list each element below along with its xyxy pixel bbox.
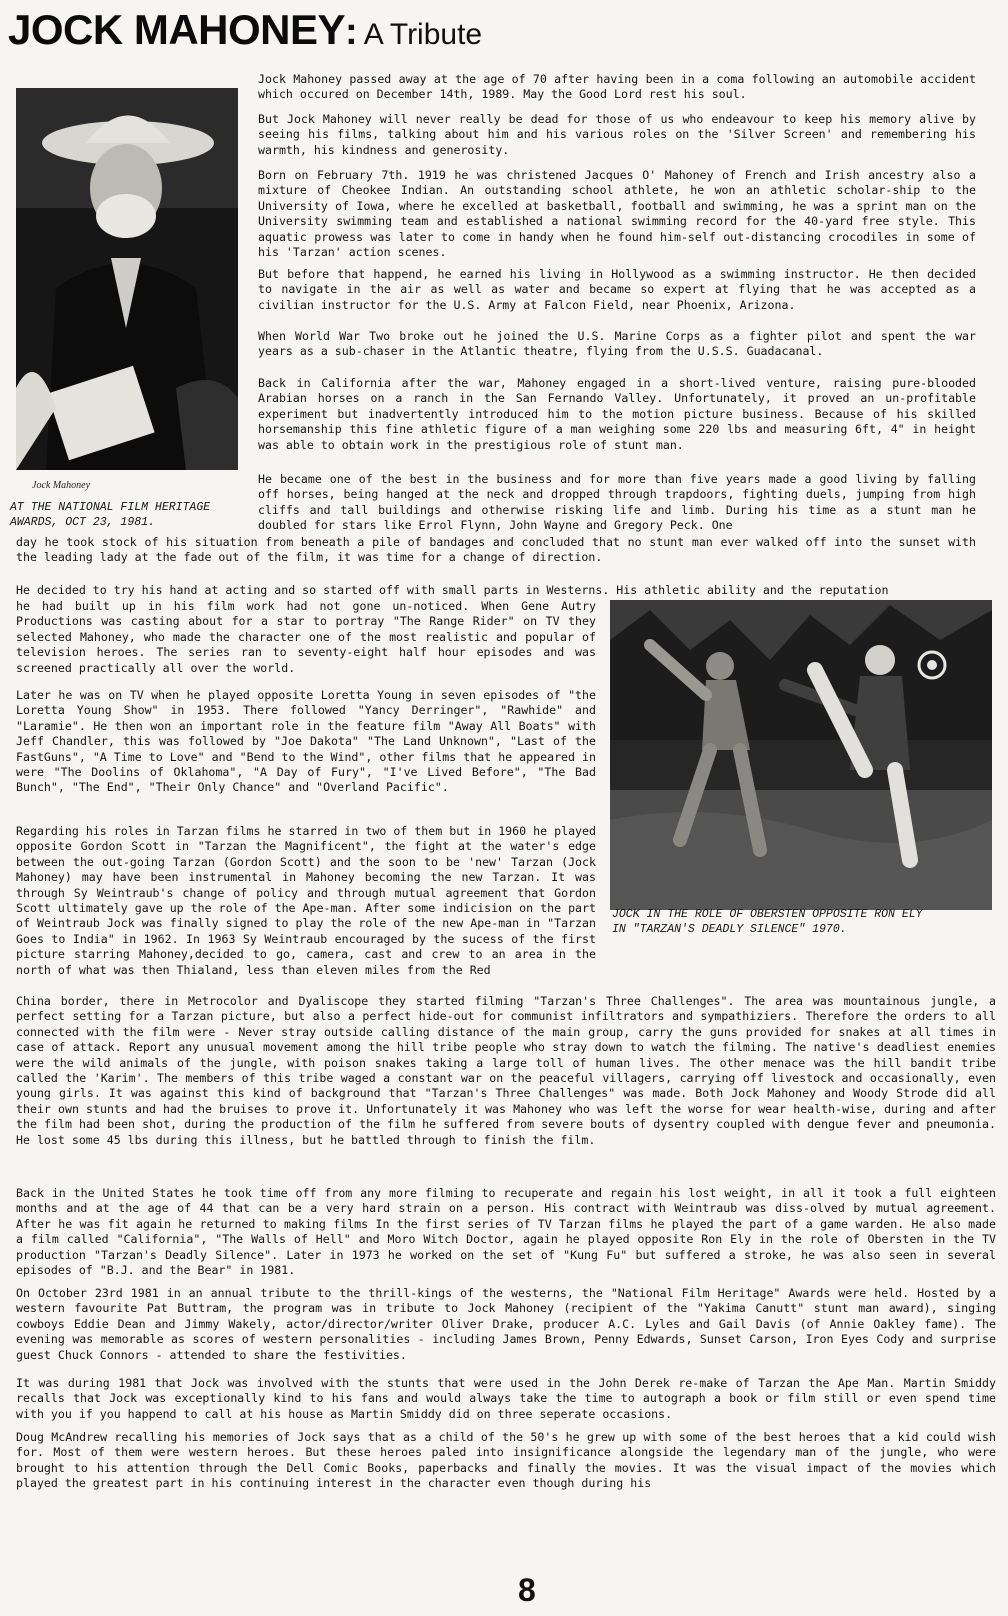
paragraph-5: When World War Two broke out he joined the U.S. Marine Corps as a fighter pilot and spent the war years as a sub-chaser in the Atlantic theatre, flying from the U.S.S. Guadacanal. (258, 329, 976, 359)
portrait-caption-line-1: AT THE NATIONAL FILM HERITAGE (10, 501, 211, 514)
title-colon: : (345, 11, 358, 53)
paragraph-8b: he had built up in his film work had not gone un-noticed. When Gene Autry Productions was casting about for a star to portray "The Range Rider" on TV they selected Mahoney, who made the character one of the most realistic and popular of television heroes. The series ran to seventy-eight half hour episodes and was screened practically all over the world. (16, 599, 596, 675)
paragraph-8a: He decided to try his hand at acting and so started off with small parts in Westerns. His athletic ability and the reputation (16, 583, 889, 597)
portrait-photo (16, 88, 238, 470)
title-sub: A Tribute (363, 18, 483, 51)
title-main: JOCK MAHONEY (8, 6, 346, 53)
page-title (8, 6, 482, 54)
fight-scene-caption (612, 907, 1002, 937)
paragraph-13: It was during 1981 that Jock was involved with the stunts that were used in the John Derek re-make of Tarzan the Ape Man. Martin Smiddy recalls that Jock was exceptionally kind to his fans and would always take the time to autograph a book or film still or even spend time with you if you happend to call at his house as Martin Smiddy did on three seperate occasions. (16, 1376, 996, 1421)
paragraph-7b: day he took stock of his situation from beneath a pile of bandages and concluded that no stunt man ever walked off into the sunset with the leading lady at the fade out of the film, it was time for a change of direction. (16, 535, 976, 565)
portrait-caption (10, 500, 245, 530)
paragraph-9: Later he was on TV when he played opposite Loretta Young in seven episodes of "the Loretta Young Show" in 1953. There followed "Yancy Derringer", "Rawhide" and "Laramie". He then won an important role in the feature film "Away All Boats" with Jeff Chandler, this was followed by "Joe Dakota" "The Land Unknown", "Last of the FastGuns", "A Time to Love" and "Bend to the Wind", other films that he appeared in were "The Doolins of Oklahoma", "A Day of Fury", "I've Lived Before", "The Bad Bunch", "The End", "Their Only Chance" and "Overland Pacific". (16, 688, 596, 795)
fight-scene-caption-line-2: IN "TARZAN'S DEADLY SILENCE" 1970. (612, 923, 847, 936)
paragraph-7a: He became one of the best in the business and for more than five years made a good living by falling off horses, being hanged at the neck and dropped through trapdoors, fighting duels, jumping from high cliffs and tall buildings and otherwise risking life and limb. During his time as a stunt man he doubled for stars like Errol Flynn, John Wayne and Gregory Peck. One (258, 472, 976, 533)
paragraph-1: Jock Mahoney passed away at the age of 70 after having been in a coma following an automobile accident which occured on December 14th, 1989. May the Good Lord rest his soul. (258, 72, 976, 102)
paragraph-3: Born on February 7th. 1919 he was christened Jacques O' Mahoney of French and Irish ancestry also a mixture of Cheokee Indian. An outstanding school athlete, he won an athletic scholar-ship to the University of Iowa, where he excelled at basketball, football and swimming, he was a sprint man on the University swimming team and established a national swimming record for the 40-yard free style. This aquatic prowess was later to come in handy when he found him-self out-distancing crocodiles in some of his 'Tarzan' action scenes. (258, 168, 976, 260)
paragraph-12: On October 23rd 1981 in an annual tribute to the thrill-kings of the westerns, the "National Film Heritage" Awards were held. Hosted by a western favourite Pat Buttram, the program was in tribute to Jock Mahoney (recipient of the "Yakima Canutt" stunt man award), singing cowboys Eddie Dean and Jimmy Wakely, actor/director/writer Oliver Drake, producer A.C. Lyles and Gail Davis (of Annie Oakley fame). The evening was memorable as scores of western personalities - including James Brown, Penny Edwards, Sunset Carson, Iron Eyes Cody and surprise guest Chuck Connors - attended to share the festivities. (16, 1286, 996, 1362)
paragraph-2: But Jock Mahoney will never really be dead for those of us who endeavour to keep his memory alive by seeing his films, talking about him and his various roles on the 'Silver Screen' and remembering his warmth, his kindness and generosity. (258, 112, 976, 157)
paragraph-10b: China border, there in Metrocolor and Dyaliscope they started filming "Tarzan's Three Challenges". The area was mountainous jungle, a perfect setting for a Tarzan picture, but also a perfect hide-out for communist infiltrators and sympathiziers. Therefore the orders to all connected with the film were - Never stray outside calling distance of the main group, carry the guns provided for snakes at all times in case of attack. Report any unusual movement among the hill tribe people who stray down to watch the filming. The native's deadliest enemies were the wild animals of the jungle, with poison snakes taking a large toll of human lives. The other menace was the hill bandit tribe called the 'Karim'. The members of this tribe waged a constant war on the peaceful villagers, carrying off livestock and occasionally, even young girls. It was against this kind of background that "Tarzan's Three Challenges" was made. Both Jock Mahoney and Woody Strode did all their own stunts and had the bruises to prove it. Unfortunately it was Mahoney who was left the worse for wear health-wise, during and after the film had been shot, during the production of the film he suffered from severe bouts of dysentry coupled with dengue fever and pneumonia. He lost some 45 lbs during this illness, but he battled through to finish the film. (16, 994, 996, 1147)
portrait-photo-graphic (16, 88, 238, 470)
portrait-caption-name: Jock Mahoney (32, 480, 91, 491)
fight-scene-caption-line-1: JOCK IN THE ROLE OF OBERSTEN OPPOSITE RON ELY (612, 908, 923, 921)
fight-scene-photo (610, 600, 992, 910)
paragraph-10a: Regarding his roles in Tarzan films he starred in two of them but in 1960 he played opposite Gordon Scott in "Tarzan the Magnificent", the fight at the water's edge between the out-going Tarzan (Gordon Scott) and the soon to be 'new' Tarzan (Jock Mahoney) may have been instrumental in Mahoney becoming the new Tarzan. It was through Sy Weintraub's change of policy and through mutual agreement that Gordon Scott ultimately gave up the role of the Ape-man. After some indicision on the part of Weintraub Jock was finally signed to play the role of the new Ape-man in "Tarzan Goes to India" in 1962. In 1963 Sy Weintraub encouraged by the sucess of the first picture starring Mahoney,decided to go, camera, cast and crew to an area in the north of what was then Thialand, less than eleven miles from the Red (16, 824, 596, 977)
paragraph-4: But before that happend, he earned his living in Hollywood as a swimming instructor. He then decided to navigate in the air as well as water and became so expert at flying that he was accepted as a civilian instructor for the U.S. Army at Falcon Field, near Phoenix, Arizona. (258, 267, 976, 312)
paragraph-6: Back in California after the war, Mahoney engaged in a short-lived venture, raising pure-blooded Arabian horses on a ranch in the San Fernando Valley. Unfortunately, it proved an un-profitable experiment but inadvertently introduced him to the motion picture business. Because of his skilled horsemanship this fine athletic figure of a man weighing some 220 lbs and measuring 6ft, 4" in height was able to obtain work in the prestigious role of stunt man. (258, 376, 976, 452)
paragraph-11: Back in the United States he took time off from any more filming to recuperate and regain his lost weight, in all it took a full eighteen months and at the age of 44 that can be a very hard strain on a person. His contract with Weintraub was diss-olved by mutual agreement. After he was fit again he returned to making films In the first series of TV Tarzan films he played the part of a game warden. He also made a film called "California", "The Walls of Hell" and Moro Witch Doctor, again he played opposite Ron Ely in the role of Obersten in the TV production "Tarzan's Deadly Silence". Later in 1973 he worked on the set of "Kung Fu" but suffered a stroke, he was also seen in several episodes of "B.J. and the Bear" in 1981. (16, 1186, 996, 1278)
portrait-caption-line-2: AWARDS, OCT 23, 1981. (10, 516, 155, 529)
page-number: 8 (518, 1572, 536, 1608)
fight-scene-graphic (610, 600, 992, 910)
paragraph-14: Doug McAndrew recalling his memories of Jock says that as a child of the 50's he grew up with some of the best heroes that a kid could wish for. Most of them were western heroes. But these heroes paled into insignificance alongside the legendary man of the jungle, who were brought to his attention through the Dell Comic Books, paperbacks and finally the movies. It was the visual impact of the movies which played the greatest part in his continuing interest in the character even though during his (16, 1430, 996, 1491)
